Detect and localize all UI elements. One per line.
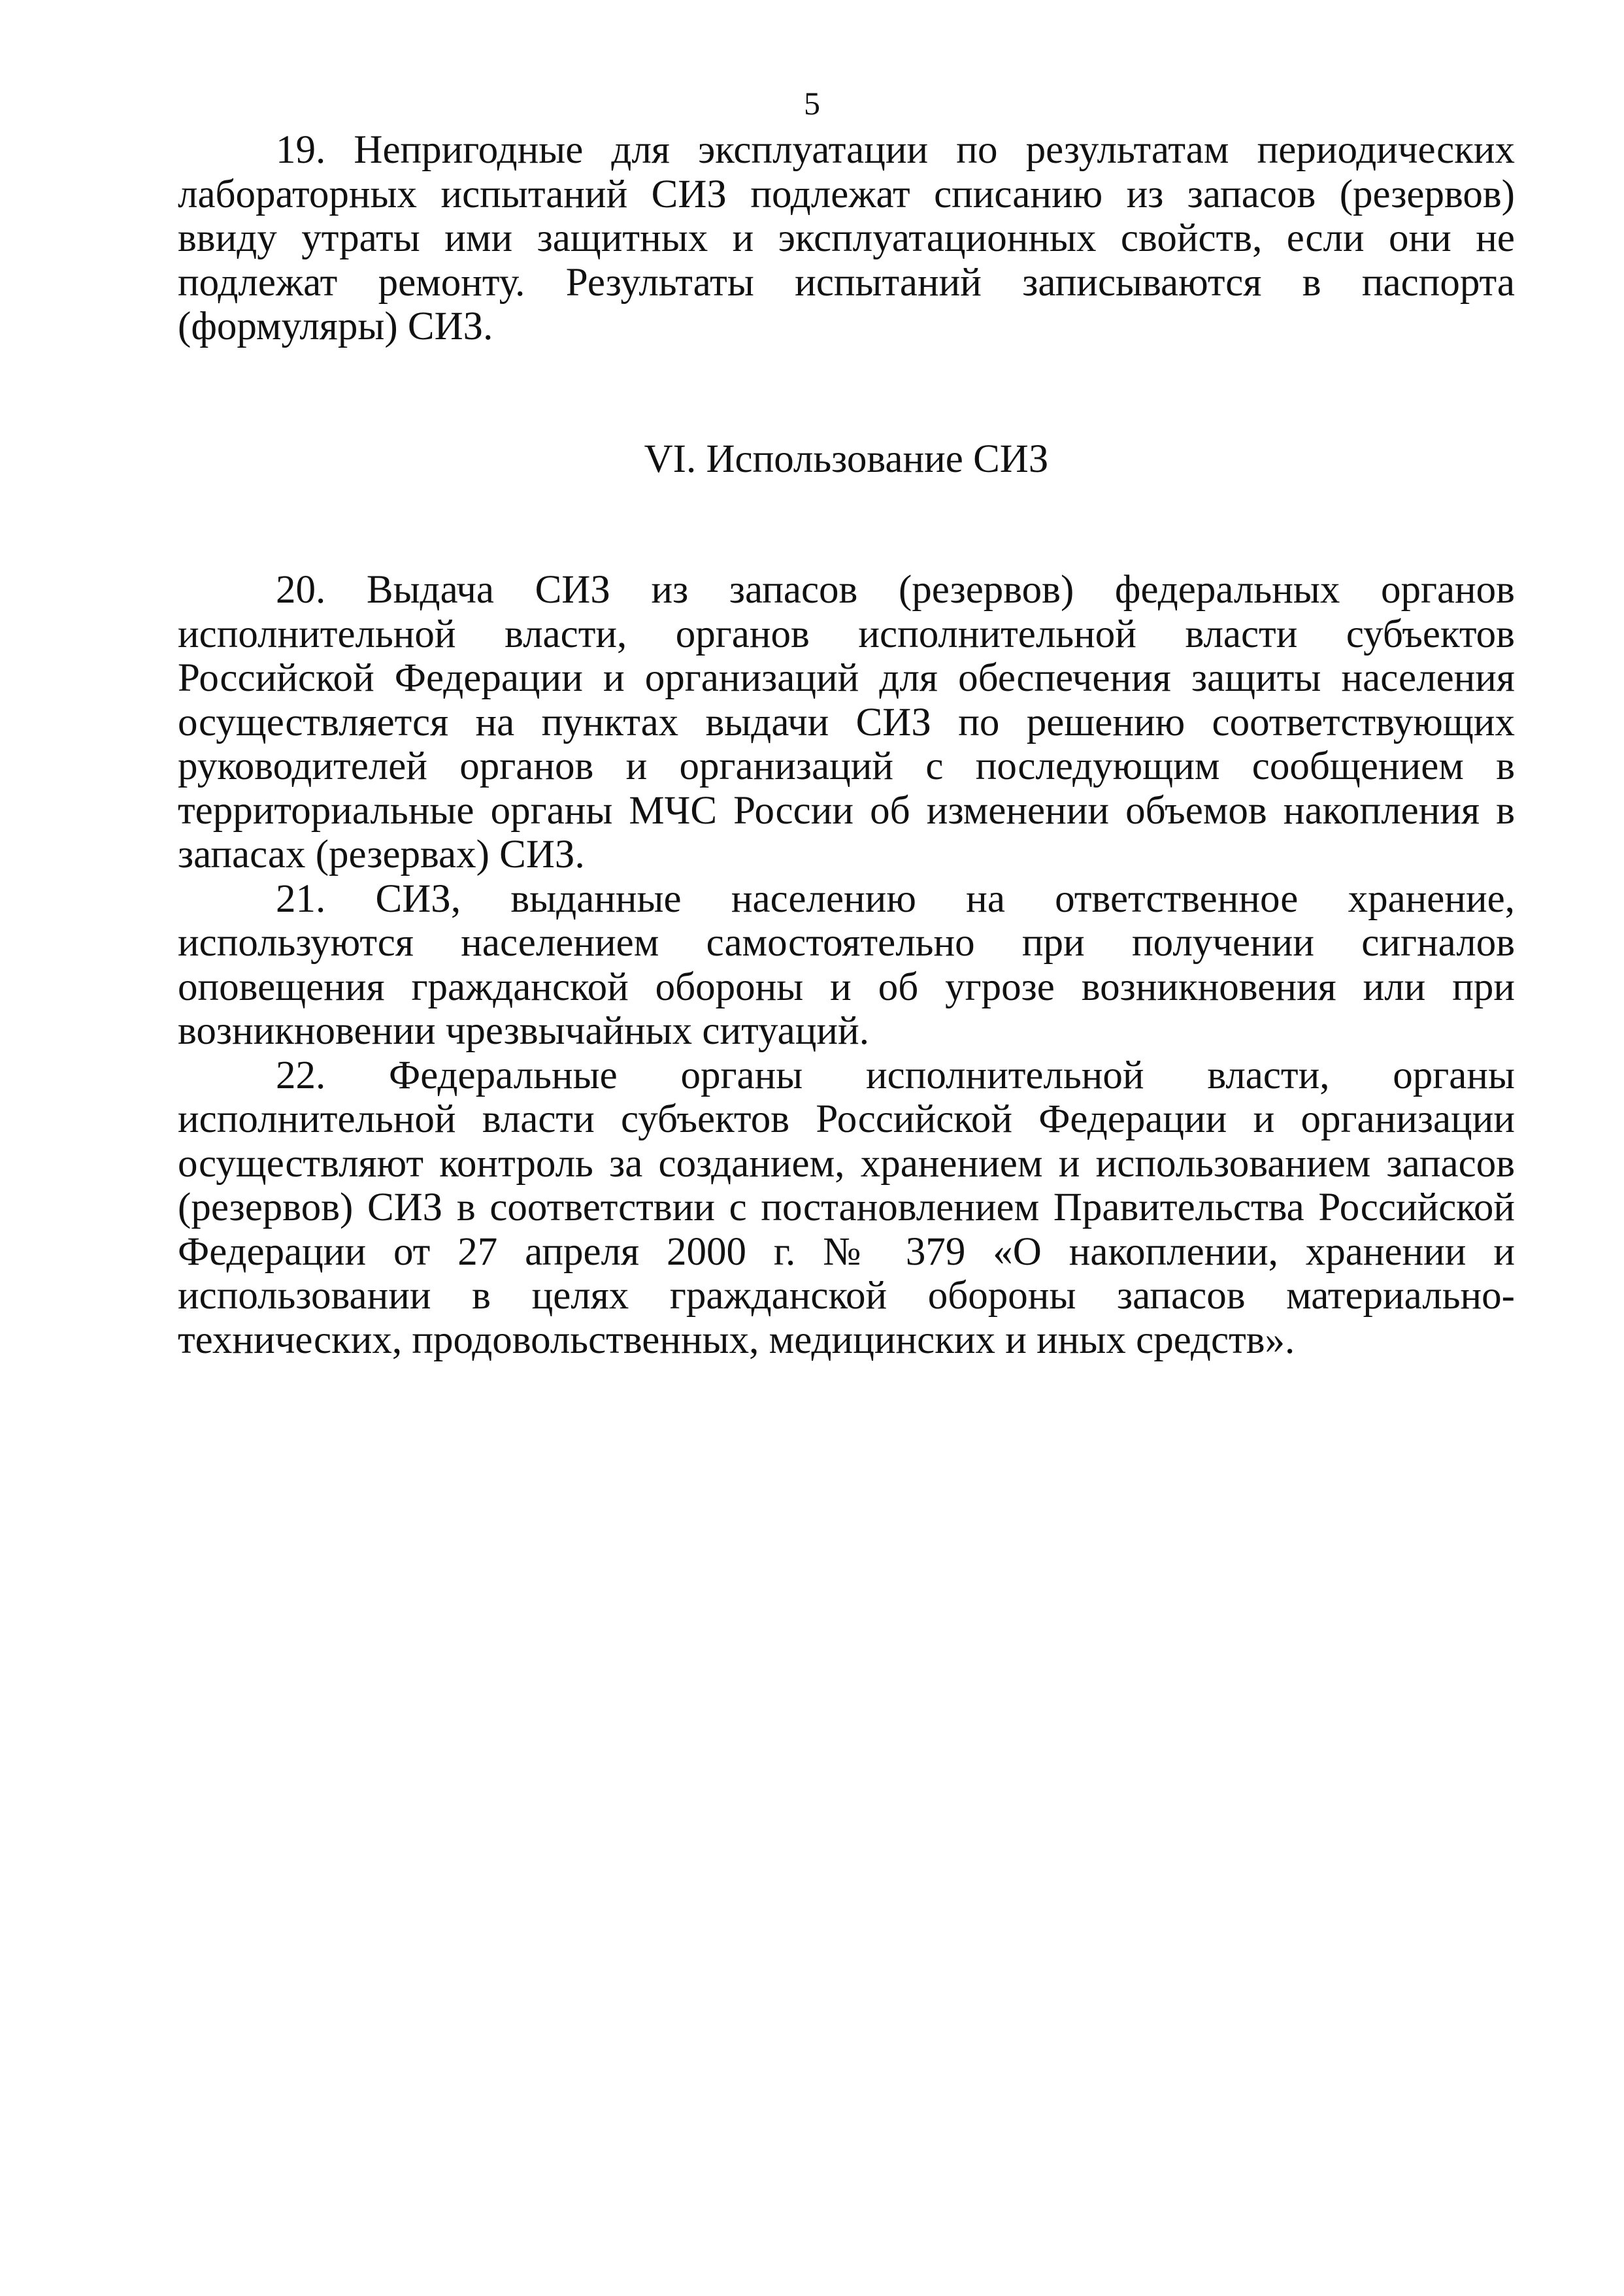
paragraph-20: 20. Выдача СИЗ из запасов (резервов) федеральных органов исполнительной власти, органов исполнительной власти субъектов Российской Федерации и организаций для обеспечения защиты населения осуществляется на пунктах выдачи СИЗ по решению соответствующих руководителей органов и организаций с последующим сообщением в территориальные органы МЧС России об изменении объемов накопления в запасах (резервах) СИЗ. [178, 568, 1515, 876]
paragraph-21: 21. СИЗ, выданные населению на ответственное хранение, используются населением самостоятельно при получении сигналов оповещения гражданской обороны и об угрозе возникновения или при возникновении чрезвычайных ситуаций. [178, 876, 1515, 1053]
paragraph-22: 22. Федеральные органы исполнительной власти, органы исполнительной власти субъектов Российской Федерации и организации осуществляют контроль за созданием, хранением и использованием запасов (резервов) СИЗ в соответствии с постановлением Правительства Российской Федерации от 27 апреля 2000 г. № 379 «О накоплении, хранении и использовании в целях гражданской обороны запасов материально-технических, продовольственных, медицинских и иных средств». [178, 1053, 1515, 1362]
section-heading: VI. Использование СИЗ [644, 437, 1049, 481]
paragraph-19: 19. Непригодные для эксплуатации по результатам периодических лабораторных испытаний СИЗ подлежат списанию из запасов (резервов) ввиду утраты ими защитных и эксплуатационных свойств, если они не подлежат ремонту. Результаты испытаний записываются в паспорта (формуляры) СИЗ. [178, 128, 1515, 348]
document-body [178, 128, 1515, 1362]
page-number: 5 [804, 85, 820, 122]
